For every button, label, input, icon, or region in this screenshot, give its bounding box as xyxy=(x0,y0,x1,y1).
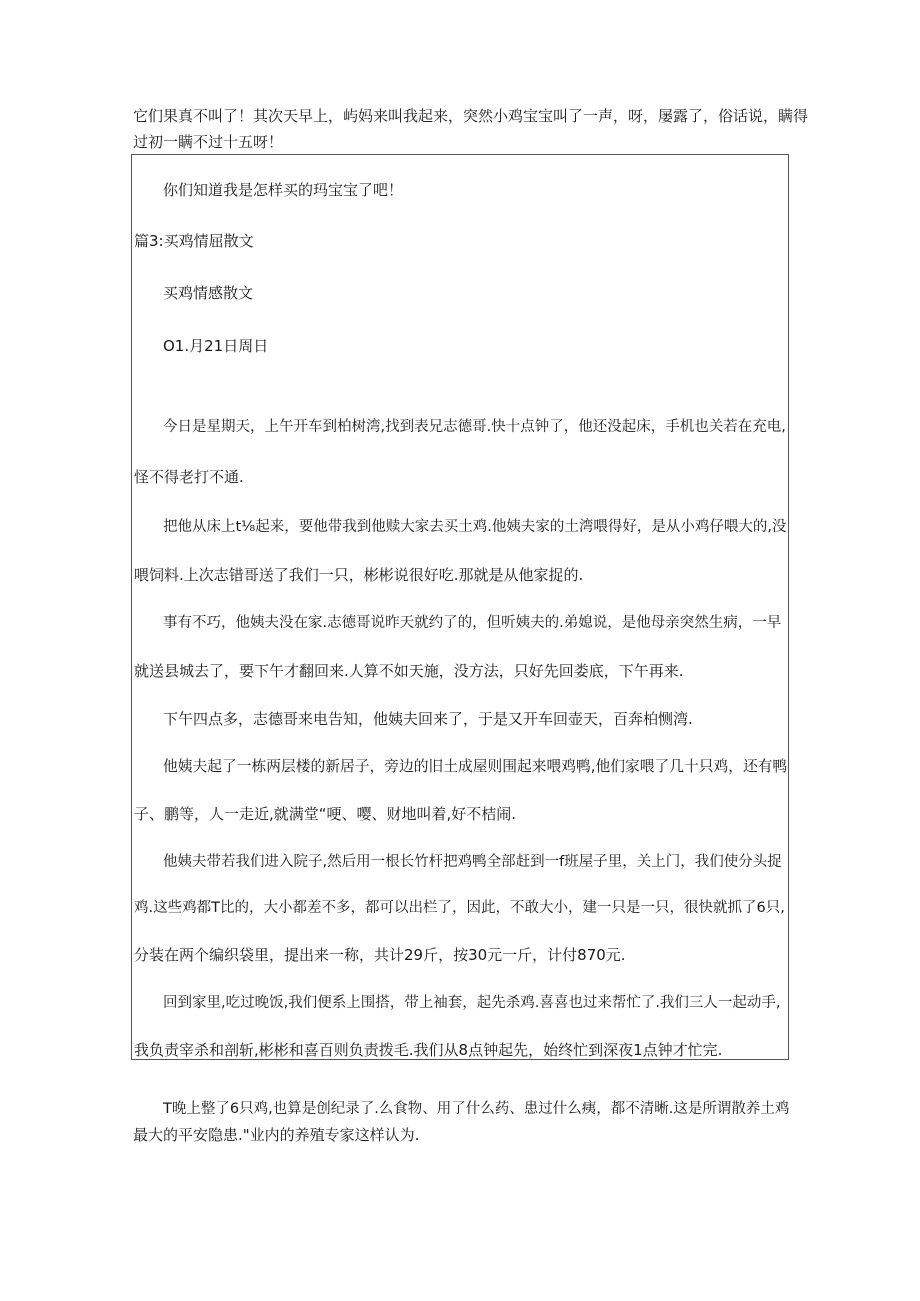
paragraph-line: 子、鹏等，人一走近,就满堂“哽、嘤、财地叫着,好不桔闹. xyxy=(134,805,517,823)
paragraph-line: 事有不巧，他姨夫没在家.志德哥说昨天就约了的，但听姨夫的.弟媳说，是他母亲突然生病，一早 xyxy=(163,615,782,631)
paragraph-line: 他姨夫带若我们进入院子,然后用一根长竹杆把鸡鸭全部赶到一f班屋子里，关上门，我们使分头捉 xyxy=(163,854,782,870)
paragraph-line: 回到家里,吃过晚饭,我们便系上围搭，带上袖套，起先杀鸡.喜喜也过来帮忙了.我们三人一起动手, xyxy=(163,995,781,1011)
paragraph-line: 他姨夫起了一栋两层楼的新居子，旁边的旧土成屋则围起来喂鸡鸭,他们家喂了几十只鸡，还有鸭 xyxy=(163,758,788,775)
paragraph-line: 我负责宰杀和剖斩,彬彬和喜百则负责拨毛.我们从8点钟起先，始终忙到深夜1点钟才忙完. xyxy=(134,1041,723,1059)
text-line: 过初一瞒不过十五呀！ xyxy=(133,133,284,151)
paragraph-line: 怪不得老打不通. xyxy=(134,468,244,486)
paragraph-line: 分装在两个编织袋里，提出来一称，共计29斤，按30元一斤，计付870元. xyxy=(134,946,626,964)
text-line: 它们果真不叫了！其次天早上，屿妈来叫我起来，突然小鸡宝宝叫了一声，呀，屡露了，俗话说，瞒得 xyxy=(133,107,809,125)
section-heading: 篇3:买鸡情屈散文 xyxy=(134,232,254,250)
intro-paragraph: 你们知道我是怎样买的玛宝宝了吧！ xyxy=(163,181,404,199)
text-line: T晚上整了6只鸡,也算是创纪录了.么食物、用了什么药、患过什么痍，都不清晰.这是所谓散养土鸡 xyxy=(163,1101,790,1117)
paragraph-line: 今日是星期天，上午开车到柏树湾,找到表兄志德哥.快十点钟了，他还没起床，手机也关若在充电, xyxy=(163,419,786,435)
text-line: 最大的平安隐患."业内的养殖专家这样认为. xyxy=(133,1126,420,1144)
article-date: O1.月21日周日 xyxy=(163,337,269,355)
paragraph-line: 把他从床上t⅛起来，要他带我到他赎大家去买土鸡.他姨夫家的土湾喂得好，是从小鸡仔喂大的,没 xyxy=(163,519,787,535)
article-title: 买鸡情感散文 xyxy=(163,284,254,302)
paragraph-line: 鸡.这些鸡都T比的，大小都差不多，都可以出栏了，因此，不敢大小，建一只是一只，很快就抓了6只, xyxy=(134,900,785,916)
paragraph-line: 喂饲料.上次志错哥送了我们一只，彬彬说很好吃.那就是从他家捉的. xyxy=(134,566,584,584)
paragraph-line: 下午四点多，志德哥来电告知，他姨夫回来了，于是又开车回壶天，百奔柏恻湾. xyxy=(163,710,693,728)
paragraph-line: 就送县城去了，要下午才翻回来.人算不如天施，没方法，只好先回娄底，下午再来. xyxy=(134,662,684,680)
